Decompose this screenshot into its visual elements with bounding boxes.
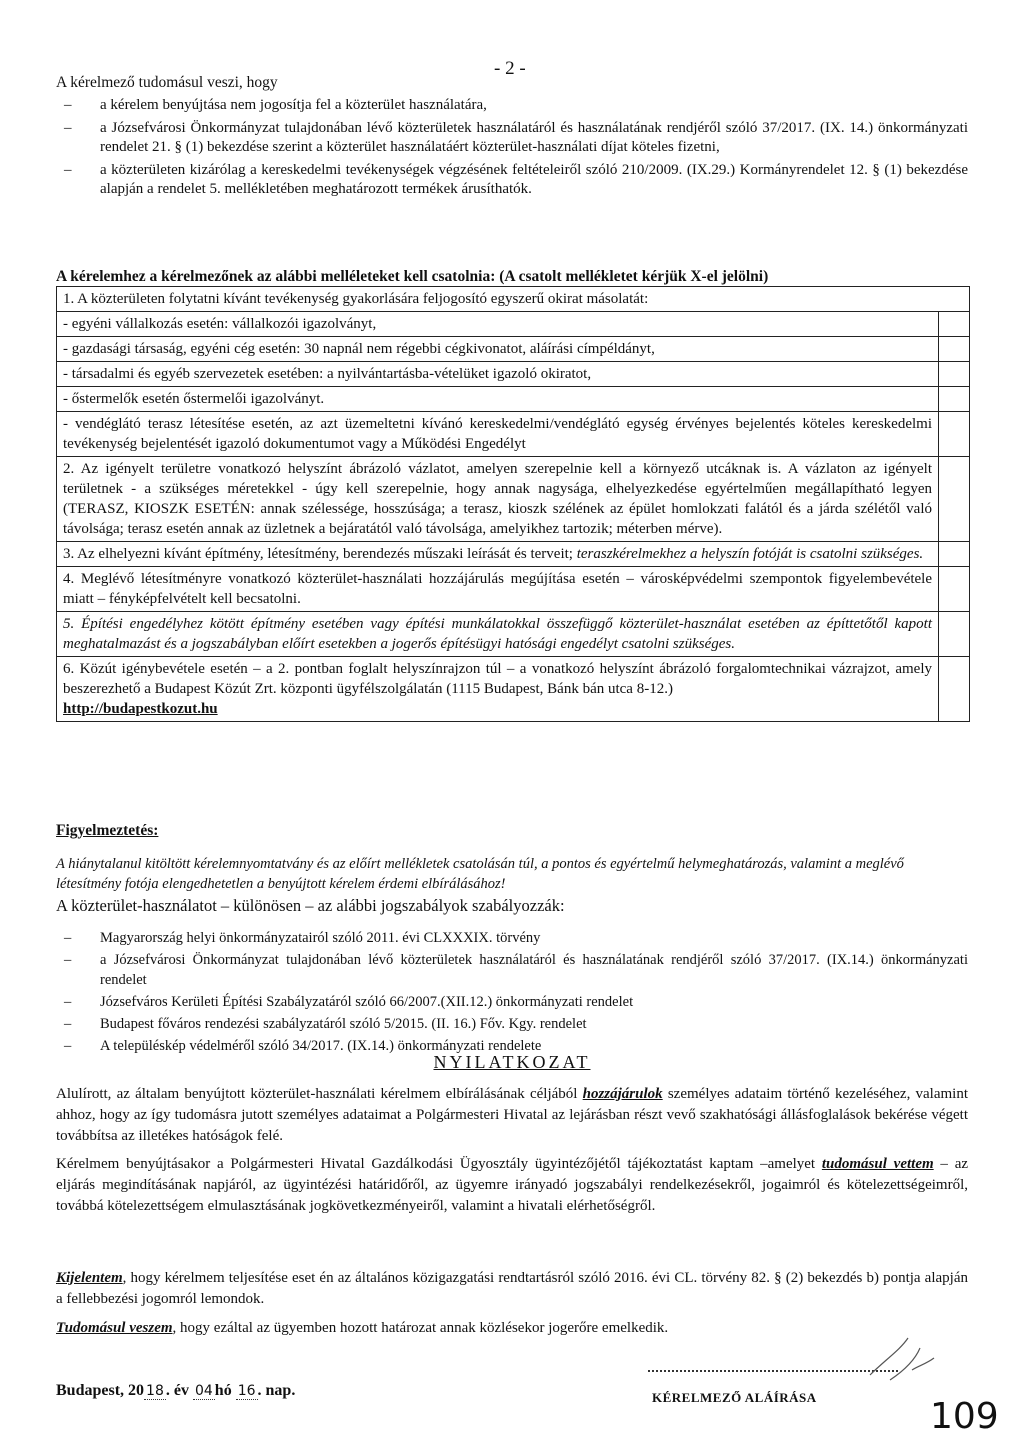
attachment-1-title: 1. A közterületen folytatni kívánt tevékenység gyakorlására feljogosító egyszerű okirat másolatát: <box>57 287 970 312</box>
table-row <box>57 412 970 457</box>
law-item: – a Józsefvárosi Önkormányzat tulajdonában lévő közterületek használatáról és használatának rendjéről szóló 37/2017. (IX.14.) önkormányzati rendelet <box>56 950 968 990</box>
attachment-1c: - társadalmi és egyéb szervezetek esetében: a nyilvántartásba-vételüket igazoló okiratot, <box>57 362 939 387</box>
laws-list <box>56 928 968 1058</box>
attachment-1a: - egyéni vállalkozás esetén: vállalkozói igazolványt, <box>57 312 939 337</box>
attachment-checkbox[interactable] <box>939 657 970 722</box>
p1-text-a: Alulírott, az általam benyújtott közterület-használati kérelmem elbírálásának céljából <box>56 1086 583 1102</box>
table-row <box>57 542 970 567</box>
p1-keyword: hozzájárulok <box>582 1086 663 1102</box>
table-row <box>57 567 970 612</box>
date-ev: . év <box>165 1382 189 1399</box>
date-year[interactable]: 18 <box>146 1383 164 1399</box>
p1-text-b: személyes adataim történő kezeléséhez, valamint ahhoz, hogy az így tudomásra jutott személyes adataimat a Polgármesteri Hivatal az lejárásban részt vevő szakhatósági állásfoglalások bekérése végett továbbítsa az illetékes hatóságok felé. <box>56 1086 968 1144</box>
budapestkozut-link[interactable]: http://budapestkozut.hu <box>63 701 218 717</box>
attachment-1e: - vendéglátó terasz létesítése esetén, az azt üzemeltetni kívánó kereskedelmi/vendéglátó egység érvényes bejelentés köteles kereskedelmi tevékenység bejelentését igazoló dokumentumot vagy a Működési Engedélyt <box>57 412 939 457</box>
date-ho: hó <box>214 1382 232 1399</box>
p2-text-a: Kérelmem benyújtásakor a Polgármesteri Hivatal Gazdálkodási Ügyosztály ügyintézőjétől tájékoztatást kaptam –amelyet <box>56 1156 822 1172</box>
laws-intro: A közterület-használatot – különösen – az alábbi jogszabályok szabályozzák: <box>56 896 565 915</box>
date-month[interactable]: 04 <box>194 1383 213 1399</box>
handwritten-page-number: 109 <box>930 1396 999 1437</box>
attachment-checkbox[interactable] <box>939 412 970 457</box>
table-row <box>57 387 970 412</box>
attachment-4: 4. Meglévő létesítményre vonatkozó közterület-használati hozzájárulás megújítása esetén – városképvédelmi szempontok figyelembevétele miatt – fényképfelvételt kell becsatolni. <box>57 567 939 612</box>
date-prefix: Budapest, 20 <box>56 1382 145 1399</box>
p3-keyword: Kijelentem <box>56 1270 123 1286</box>
declaration-paragraph-4 <box>56 1318 968 1339</box>
p2-text-b: – az eljárás megindításának napjáról, az ügyintézési határidőről, az ügyemre irányadó jogszabályi rendelkezésekről, jogaimról és kötelezettségeimről, továbbá kötelezettségem elmulasztásának jogkövetkezményeiről, valamint a hivatali elérhetőségről. <box>56 1156 969 1214</box>
declaration-paragraph-3 <box>56 1268 968 1310</box>
attachment-checkbox[interactable] <box>939 362 970 387</box>
attachment-1d: - őstermelők esetén őstermelői igazolványt. <box>57 387 939 412</box>
table-row <box>57 312 970 337</box>
acknowledgement-item: – a közterületen kizárólag a kereskedelmi tevékenységek végzésének feltételeiről szóló 210/2009. (IX.29.) Kormányrendelet 12. § (1) bekezdése alapján a rendelet 5. mellékletében meghatározott termékek árusíthatók. <box>56 161 968 199</box>
attachment-5: 5. Építési engedélyhez kötött építmény esetében vagy építési munkálatokkal összefüggő közterület-használat esetében az építtetőtől kapott meghatalmazást és a jogszabályban előírt esetekben a jogerős építésügyi hatósági engedélyt csatolni szükséges. <box>57 612 939 657</box>
page-number: - 2 - <box>494 58 526 79</box>
declaration-title: NYILATKOZAT <box>433 1052 591 1072</box>
warning-title: Figyelmeztetés: <box>56 822 159 839</box>
attachment-checkbox[interactable] <box>939 542 970 567</box>
date-line <box>56 1382 295 1400</box>
p4-keyword: Tudomásul veszem <box>56 1320 173 1336</box>
attachment-6-text: 6. Közút igénybevétele esetén – a 2. pontban foglalt helyszínrajzon túl – a vonatkozó helyszínt ábrázoló forgalomtechnikai vázrajzot, amely beszerezhető a Budapest Közút Zrt. központi ügyfélszolgálatán (1115 Budapest, Bánk bán utca 8-12.) <box>63 661 932 697</box>
law-item: – Budapest főváros rendezési szabályzatáról szóló 5/2015. (II. 16.) Főv. Kgy. rendelet <box>56 1014 968 1034</box>
p4-text: , hogy ezáltal az ügyemben hozott határozat annak közlésekor jogerőre emelkedik. <box>172 1320 669 1336</box>
attachment-1b: - gazdasági társaság, egyéni cég esetén: 30 napnál nem régebbi cégkivonatot, aláírási címpéldányt, <box>57 337 939 362</box>
signature-label: KÉRELMEZŐ ALÁÍRÁSA <box>652 1390 817 1405</box>
signature-scribble-icon <box>860 1330 940 1390</box>
attachment-checkbox[interactable] <box>939 457 970 542</box>
declaration-paragraph-2 <box>56 1154 968 1217</box>
attachment-checkbox[interactable] <box>939 612 970 657</box>
attachment-6 <box>57 657 939 722</box>
p2-keyword: tudomásul vettem <box>821 1156 934 1172</box>
p3-text: , hogy kérelmem teljesítése eset én az általános közigazgatási rendtartásról szóló 2016. évi CL. törvény 82. § (2) bekezdés b) pontja alapján a fellebbezési jogomról lemondok. <box>56 1270 968 1307</box>
law-item: – Józsefváros Kerületi Építési Szabályzatáról szóló 66/2007.(XII.12.) önkormányzati rendelet <box>56 992 968 1012</box>
attachment-checkbox[interactable] <box>939 337 970 362</box>
acknowledgement-item: – a Józsefvárosi Önkormányzat tulajdonában lévő közterületek használatáról és használatának rendjéről szóló 37/2017. (IX. 14.) önkormányzati rendelet 21. § (1) bekezdése szerint a közterület használatáért közterület-használati díjat köteles fizetni, <box>56 119 968 157</box>
date-nap: . nap. <box>257 1382 296 1399</box>
acknowledgement-item: – a kérelem benyújtása nem jogosítja fel a közterület használatára, <box>56 96 968 115</box>
attachment-2: 2. Az igényelt területre vonatkozó helyszínt ábrázoló vázlatot, amelyen szerepelnie kell a környező utcáknak is. A vázlaton az igényelt területnek - a szükséges méretekkel - úgy kell szerepelnie, hogy annak nagysága, elhelyezkedése egyértelműen megállapítható legyen (TERASZ, KIOSZK ESETÉN: annak szélessége, hosszúsága; a terasz, kioszk szélének az épület homlokzati falától és a járda szélétől való távolsága; terasz esetén annak az üzletnek a bejáratától való távolsága, amelyikhez tartozik; méterben mérve). <box>57 457 939 542</box>
attachment-checkbox[interactable] <box>939 567 970 612</box>
attachment-3 <box>57 542 939 567</box>
attachment-checkbox[interactable] <box>939 387 970 412</box>
table-row <box>57 612 970 657</box>
table-row <box>57 657 970 722</box>
attachment-3-note: teraszkérelmekhez a helyszín fotóját is csatolni szükséges. <box>576 546 924 562</box>
intro-text: A kérelmező tudomásul veszi, hogy <box>56 74 278 91</box>
attachments-table <box>56 286 970 722</box>
declaration-paragraph-1 <box>56 1084 968 1147</box>
table-row <box>57 457 970 542</box>
attachment-checkbox[interactable] <box>939 312 970 337</box>
attachment-3-text: 3. Az elhelyezni kívánt építmény, létesítmény, berendezés műszaki leírását és terveit; <box>63 546 577 562</box>
law-item: – Magyarország helyi önkormányzatairól szóló 2011. évi CLXXXIX. törvény <box>56 928 968 948</box>
law-item: – A településkép védelméről szóló 34/2017. (IX.14.) önkormányzati rendelete <box>56 1036 968 1056</box>
table-row <box>57 362 970 387</box>
table-row <box>57 337 970 362</box>
warning-text: A hiánytalanul kitöltött kérelemnyomtatvány és az előírt mellékletek csatolásán túl, a pontos és egyértelmű helymeghatározás, valamint a meglévő létesítmény fotója elengedhetetlen a benyújtott kérelem érdemi elbírálásához! <box>56 856 904 892</box>
attachments-heading: A kérelemhez a kérelmezőnek az alábbi melléleteket kell csatolnia: (A csatolt mellékletet kérjük X-el jelölni) <box>56 268 769 285</box>
acknowledgement-list <box>56 96 968 203</box>
table-row <box>57 287 970 312</box>
date-day[interactable]: 16 <box>237 1383 256 1399</box>
